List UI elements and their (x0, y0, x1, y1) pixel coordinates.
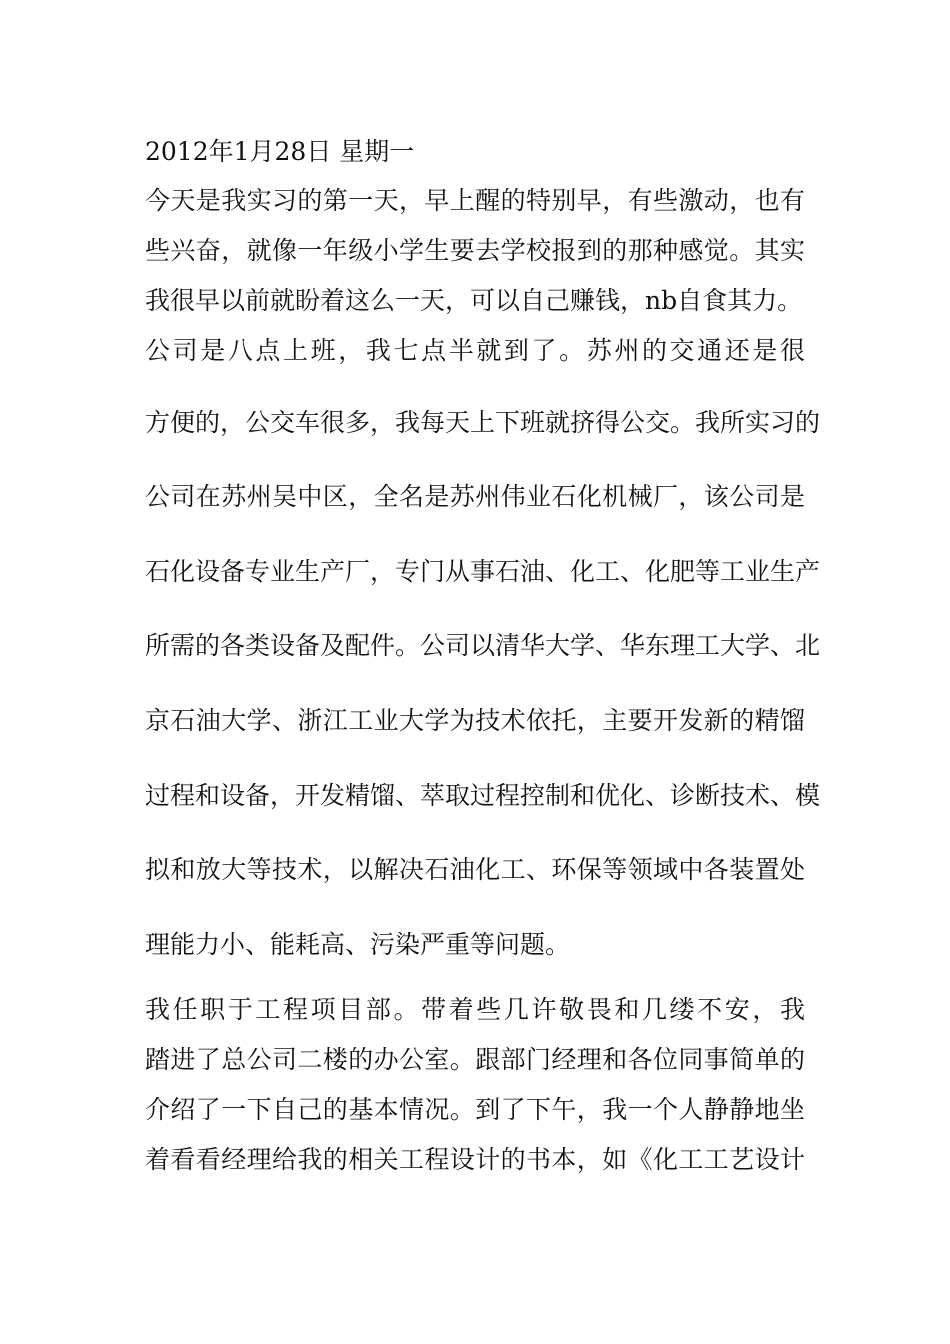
paragraph-2-line-3: 公司在苏州吴中区，全名是苏州伟业石化机械厂，该公司是 (145, 482, 805, 511)
paragraph-2-line-1: 公司是八点上班，我七点半就到了。苏州的交通还是很 (145, 336, 805, 365)
paragraph-3-line-1: 我任职于工程项目部。带着些几许敬畏和几缕不安，我 (145, 995, 805, 1024)
paragraph-3-line-2: 踏进了总公司二楼的办公室。跟部门经理和各位同事简单的 (145, 1045, 805, 1074)
paragraph-2-line-7: 过程和设备，开发精馏、萃取过程控制和优化、诊断技术、模 (145, 781, 821, 810)
diary-date: 2012年1月28日 星期一 (145, 137, 415, 166)
paragraph-2-line-5: 所需的各类设备及配件。公司以清华大学、华东理工大学、北 (145, 631, 821, 660)
paragraph-1-line-2: 些兴奋，就像一年级小学生要去学校报到的那种感觉。其实 (145, 236, 805, 265)
paragraph-1-line-3: 我很早以前就盼着这么一天，可以自己赚钱，nb自食其力。 (145, 286, 803, 315)
paragraph-1-line-1: 今天是我实习的第一天，早上醒的特别早，有些激动，也有 (145, 186, 805, 215)
paragraph-2-line-2: 方便的，公交车很多，我每天上下班就挤得公交。我所实习的 (145, 408, 821, 437)
paragraph-3-line-3: 介绍了一下自己的基本情况。到了下午，我一个人静静地坐 (145, 1095, 805, 1124)
paragraph-2-line-9: 理能力小、能耗高、污染严重等问题。 (145, 930, 571, 959)
paragraph-2-line-8: 拟和放大等技术，以解决石油化工、环保等领域中各装置处 (145, 855, 805, 884)
paragraph-2-line-4: 石化设备专业生产厂，专门从事石油、化工、化肥等工业生产 (145, 557, 821, 586)
paragraph-2-line-6: 京石油大学、浙江工业大学为技术依托，主要开发新的精馏 (145, 706, 805, 735)
paragraph-3-line-4: 着看看经理给我的相关工程设计的书本，如《化工工艺设计 (145, 1145, 805, 1174)
